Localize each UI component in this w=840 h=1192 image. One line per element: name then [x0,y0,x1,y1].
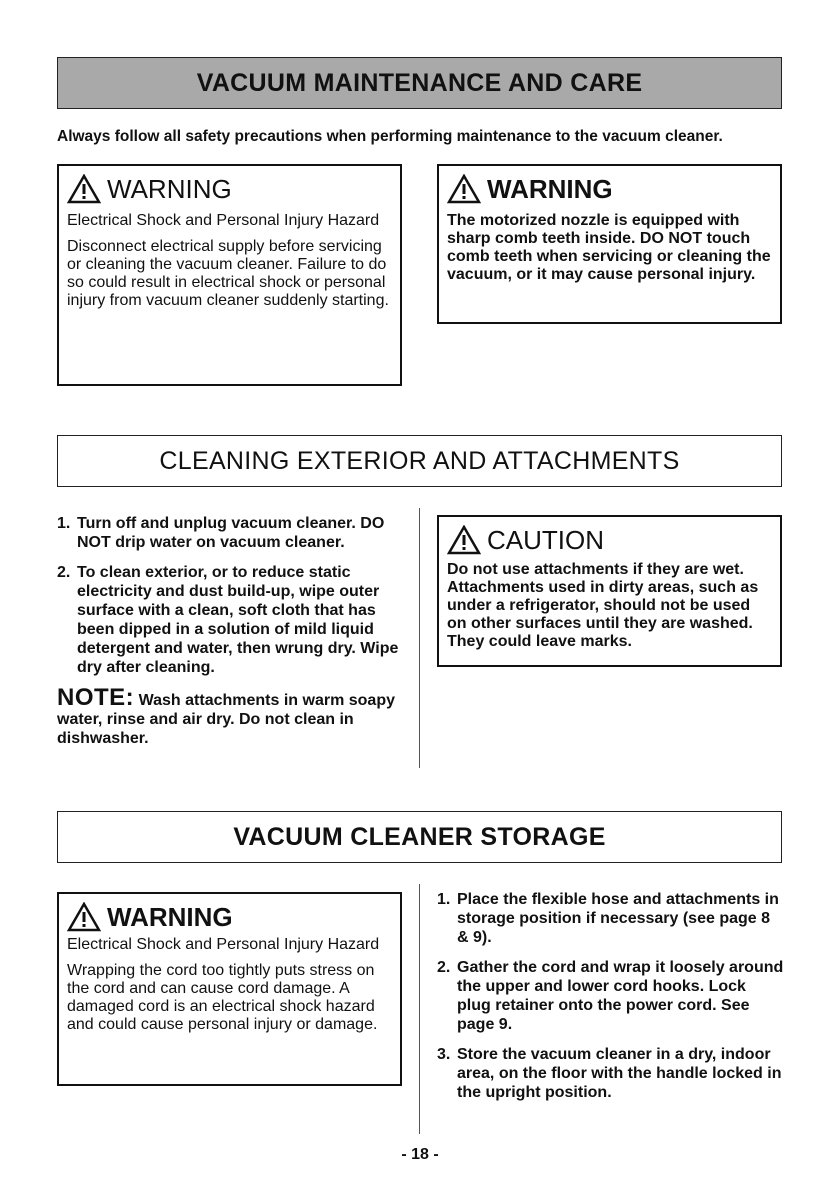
column-divider [419,508,420,768]
step-text: Turn off and unplug vacuum cleaner. DO NOT drip water on vacuum cleaner. [77,515,385,551]
note [57,684,407,748]
step-text: To clean exterior, or to reduce static electricity and dust build-up, wipe outer surface with a clean, soft cloth that has been dipped in a solution of mild liquid detergent and water, then wrung dry. Wipe dry after cleaning. [77,564,399,676]
step-number: 2. [57,564,71,581]
warning-box-cord [57,892,402,1086]
storage-steps-list [437,890,784,1102]
step-item [437,958,784,1034]
warning-header [67,172,392,206]
warning-header [447,172,772,206]
note-text: Wash attachments in warm soapy water, rinse and air dry. Do not clean in dishwasher. [57,692,395,747]
warning-triangle-icon [447,174,481,204]
exterior-steps [57,514,407,748]
warning-body: Wrapping the cord too tightly puts stress on the cord and can cause cord damage. A damaged cord is an electrical shock hazard and could cause personal injury or damage. [67,962,378,1033]
page-number: - 18 - [401,1146,439,1163]
exterior-steps-list [57,514,407,677]
maintenance-intro: Always follow all safety precautions when performing maintenance to the vacuum cleaner. [57,128,723,145]
storage-steps [437,890,784,1113]
step-item [57,563,407,677]
step-number: 2. [437,959,451,976]
caution-body: Do not use attachments if they are wet. Attachments used in dirty areas, such as under a refrigerator, should not be used on other surfaces until they are washed. They could leave marks. [447,561,759,650]
step-text: Gather the cord and wrap it loosely around the upper and lower cord hooks. Lock plug retainer onto the power cord. See page 9. [457,959,784,1033]
warning-triangle-icon [67,174,101,204]
step-number: 1. [437,891,451,908]
warning-hazard: Electrical Shock and Personal Injury Hazard [67,212,380,229]
step-text: Store the vacuum cleaner in a dry, indoor area, on the floor with the handle locked in the upright position. [457,1046,782,1101]
warning-hazard: Electrical Shock and Personal Injury Hazard [67,936,380,953]
caution-title: CAUTION [487,524,604,555]
warning-header [67,900,392,934]
caution-header [447,523,772,557]
section-title-storage: VACUUM CLEANER STORAGE [57,811,782,863]
warning-body: Disconnect electrical supply before servicing or cleaning the vacuum cleaner. Failure to do so could result in electrical shock or personal injury from vacuum cleaner suddenly starting. [67,238,389,309]
section-title-maintenance: VACUUM MAINTENANCE AND CARE [57,57,782,109]
step-number: 3. [437,1046,451,1063]
section-title-exterior: CLEANING EXTERIOR AND ATTACHMENTS [57,435,782,487]
warning-title: WARNING [107,173,232,204]
step-item [57,514,407,552]
column-divider [419,884,420,1134]
warning-box-electrical [57,164,402,386]
step-number: 1. [57,515,71,532]
step-text: Place the flexible hose and attachments in storage position if necessary (see page 8 & 9). [457,891,779,946]
warning-box-comb-teeth [437,164,782,324]
warning-triangle-icon [447,525,481,555]
warning-body: The motorized nozzle is equipped with sharp comb teeth inside. DO NOT touch comb teeth when servicing or cleaning the vacuum, or it may cause personal injury. [447,212,771,283]
caution-box [437,515,782,667]
warning-title: WARNING [487,173,613,204]
warning-triangle-icon [67,902,101,932]
step-item [437,1045,784,1102]
step-item [437,890,784,947]
warning-title: WARNING [107,901,233,932]
note-lead: NOTE: [57,684,135,711]
